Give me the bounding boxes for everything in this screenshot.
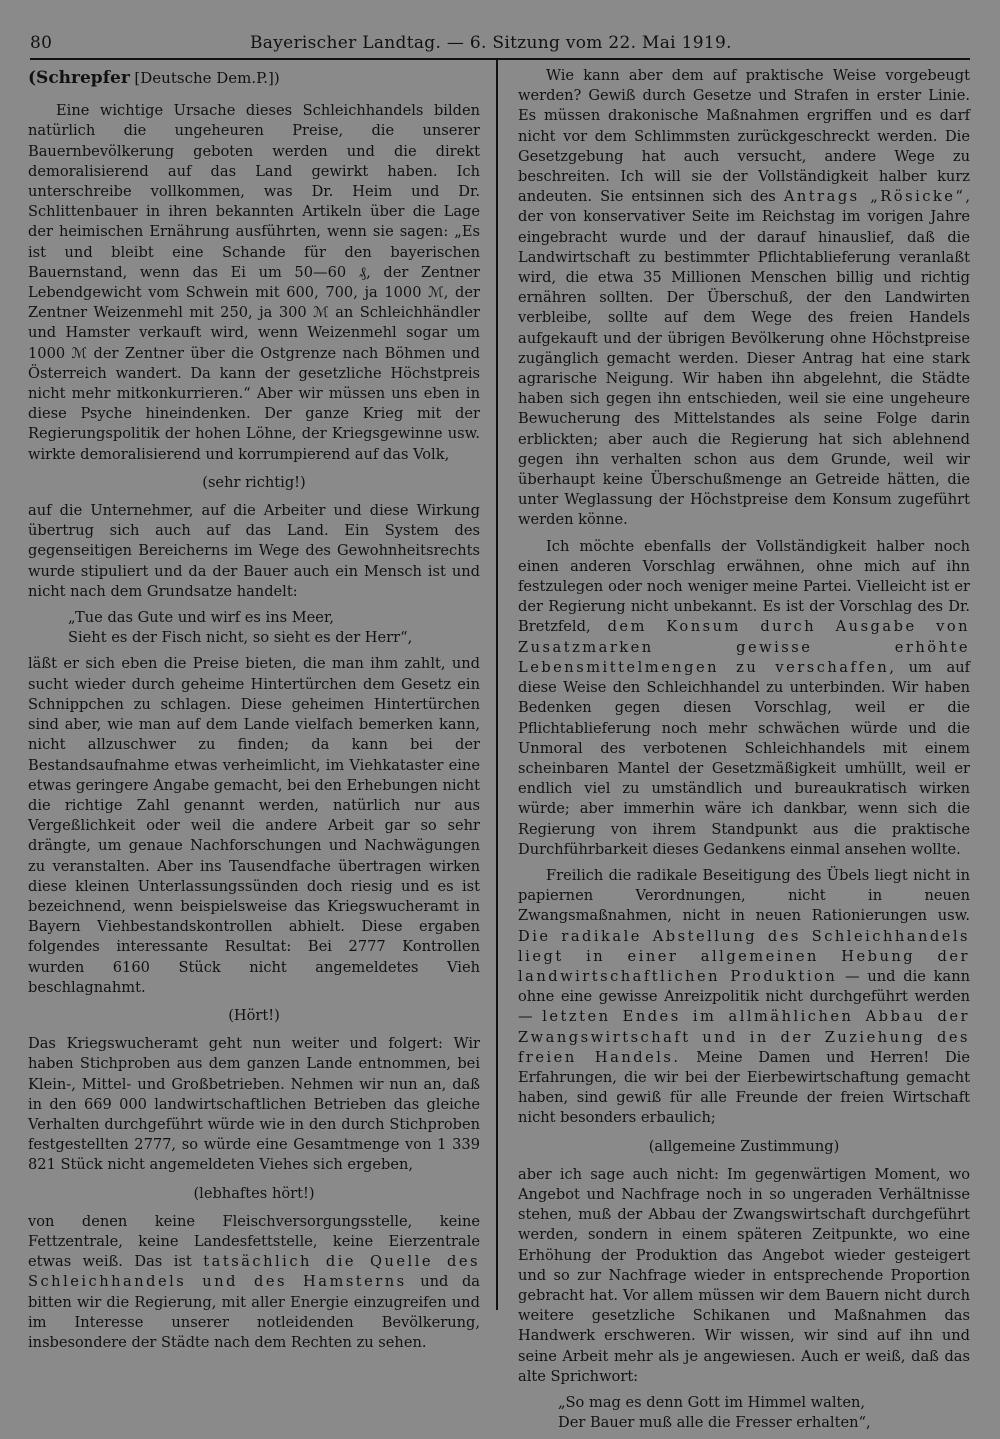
header-rule bbox=[30, 58, 970, 60]
running-title: Bayerischer Landtag. — 6. Sitzung vom 22. Mai 1919. bbox=[250, 33, 732, 53]
text-run: Freilich die radikale Beseitigung des Übels liegt nicht in papiernen Verordnungen, nicht in neuen Zwangsmaßnahmen, nicht in neuen Rationierungen usw. bbox=[518, 866, 970, 925]
paragraph bbox=[518, 537, 970, 860]
right-column bbox=[518, 66, 970, 1439]
verse-line: „Tue das Gute und wirf es ins Meer, bbox=[68, 609, 334, 627]
text-run: , um auf diese Weise den Schleichhandel zu unterbinden. Wir haben Bedenken gegen diesen Vorschlag, weil er die Pflichtablieferung noch mehr schwächen würde und die Unmoral des verbotenen Schleichhandels mit einem scheinbaren Mantel der Gesetzmäßigkeit umhüllt, weil er endlich viel zu umständlich und bureaukratisch wirken würde; aber immerhin wäre ich dankbar, wenn sich die Regierung von ihrem Standpunkt aus die praktische Durchführbarkeit dieses Gedankens einmal ansehen wollte. bbox=[518, 658, 970, 858]
paragraph: Eine wichtige Ursache dieses Schleichhandels bilden natürlich die ungeheuren Preise, die unserer Bauernbevölkerung geboten werden und die direkt demoralisierend auf das Land gewirkt haben. Ich unterschreibe vollkommen, was Dr. Heim und Dr. Schlittenbauer in ihren bekannten Artikeln über die Lage der heimischen Ernährung ausführten, wenn sie sagen: „Es ist und bleibt eine Schande für den bayerischen Bauernstand, wenn das Ei um 50—60 ₰, der Zentner Lebendgewicht vom Schwein mit 600, 700, ja 1000 ℳ, der Zentner Weizenmehl mit 250, ja 300 ℳ an Schleichhändler und Hamster verkauft wird, wenn Weizenmehl sogar um 1000 ℳ der Zentner über die Ostgrenze nach Böhmen und Österreich wandert. Da kann der gesetzliche Höchstpreis nicht mehr mitkonkurrieren.“ Aber wir müssen uns eben in diese Psyche hineindenken. Der ganze Krieg mit der Regierungspolitik der hohen Löhne, der Kriegsgewinne usw. wirkte demoralisierend und korrumpierend auf das Volk, bbox=[28, 102, 480, 463]
interjection: (Hört!) bbox=[228, 1006, 280, 1024]
text-run: — und die kann ohne eine gewisse Anreizpolitik nicht durchgeführt werden — bbox=[518, 967, 970, 1026]
text-run: , der von konservativer Seite im Reichstag im vorigen Jahre eingebracht wurde und der darauf hinauslief, daß die Landwirtschaft zu bestimmter Pflichtablieferung veranlaßt wird, die etwa 35 Millionen Menschen billig und richtig ernähren sollten. Der Überschuß, der den Landwirten verbleibe, sollte auf dem Wege des freien Handels aufgekauft und der übrigen Bevölkerung ohne Höchstpreise zugänglich gemacht werden. Dieser Antrag hat eine stark agrarische Neigung. Wir haben ihn abgelehnt, die Städte haben sich gegen ihn entschieden, weil sie eine ungeheure Bewucherung des Mittelstandes als seine Folge darin erblickten; aber auch die Regierung hat sich ablehnend gegen ihn verhalten schon aus dem Grunde, weil wir überhaupt keine Überschußmenge an Getreide hätten, die unter Weglassung der Höchstpreise dem Konsum zugeführt werden könne. bbox=[518, 188, 970, 529]
emphasized-text: dem Konsum durch Ausgabe von Zusatzmarken gewisse erhöhte Lebensmittelmengen zu verschaffen bbox=[518, 618, 971, 676]
paragraph bbox=[518, 866, 970, 1129]
text-run: Wie kann aber dem auf praktische Weise vorgebeugt werden? Gewiß durch Gesetze und Strafen in erster Linie. Es müssen drakonische Maßnahmen ergriffen und es darf nicht vor dem Schlimmsten zurückgeschreckt werden. Die Gesetzgebung hat auch versucht, andere Wege zu beschreiten. Ich will sie der Vollständigkeit halber kurz andeuten. Sie entsinnen sich des bbox=[518, 67, 970, 206]
emphasized-text: tatsächlich die Quelle des Schleichhandels und des Hamsterns bbox=[28, 1253, 480, 1291]
verse-quote bbox=[68, 608, 480, 648]
text-run: Meine Damen und Herren! Die Erfahrungen, die wir bei der Eierbewirtschaftung gemacht haben, sind gewiß für alle Freunde der freien Wirtschaft nicht besonders erbaulich; bbox=[518, 1048, 970, 1127]
verse-line: Der Bauer muß alle die Fresser erhalten“, bbox=[558, 1414, 871, 1432]
verse-quote bbox=[558, 1393, 970, 1433]
verse-line: „So mag es denn Gott im Himmel walten, bbox=[558, 1394, 866, 1411]
verse-line: Sieht es der Fisch nicht, so sieht es der Herr“, bbox=[68, 629, 413, 647]
emphasized-text: letzten Endes im allmählichen Abbau der Zwangswirtschaft und in der Zuziehung des freien Handels. bbox=[518, 1008, 970, 1066]
interjection: (lebhaftes hört!) bbox=[193, 1184, 315, 1202]
emphasized-text: Die radikale Abstellung des Schleichhandels liegt in einer allgemeinen Hebung der landwirtschaftlichen Produktion bbox=[518, 927, 970, 985]
text-run: von denen keine Fleischversorgungsstelle, keine Fettzentrale, keine Landesfettstelle, keine Eierzentrale etwas weiß. Das ist bbox=[28, 1212, 480, 1271]
paragraph: auf die Unternehmer, auf die Arbeiter und diese Wirkung übertrug sich auch auf das Land. Ein System des gegenseitigen Bereicherns im Wege des Gewohnheitsrechts wurde stipuliert und da der Bauer auch ein Mensch ist und nicht nach dem Grundsatze handelt: bbox=[28, 502, 480, 600]
paragraph bbox=[518, 66, 970, 531]
speaker-party: [Deutsche Dem.P.]) bbox=[134, 69, 280, 87]
interjection: (sehr richtig!) bbox=[202, 473, 306, 491]
left-column bbox=[28, 66, 480, 1353]
column-divider bbox=[496, 60, 498, 1310]
interjection: (allgemeine Zustimmung) bbox=[648, 1137, 840, 1155]
page-number: 80 bbox=[30, 33, 53, 53]
text-run: und da bitten wir die Regierung, mit aller Energie einzugreifen und im Interesse unserer notleidenden Bevölkerung, insbesondere der Städte nach dem Rechten zu sehen. bbox=[28, 1273, 480, 1351]
paragraph: Das Kriegswucheramt geht nun weiter und folgert: Wir haben Stichproben aus dem ganzen Lande entnommen, bei Klein-, Mittel- und Großbetrieben. Nehmen wir nun an, daß in den 669 000 landwirtschaftlichen Betrieben das gleiche Verhalten durchgeführt würde wie in den durch Stichproben festgestellten 2777, so würde eine Gesamtmenge von 1 339 821 Stück nicht angemeldeten Viehes sich ergeben, bbox=[28, 1035, 480, 1174]
paragraph bbox=[28, 1212, 480, 1353]
speaker-line bbox=[28, 68, 480, 89]
speaker-name: (Schrepfer bbox=[28, 68, 130, 88]
emphasized-text: Antrags „Rösicke“ bbox=[783, 188, 966, 206]
page-header bbox=[30, 33, 960, 57]
text-run: Ich möchte ebenfalls der Vollständigkeit halber noch einen anderen Vorschlag erwähnen, ohne mich auf ihn festzulegen oder noch weniger meine Partei. Vielleicht ist er der Regierung nicht unbekannt. Es ist der Vorschlag des Dr. Bretzfeld, bbox=[518, 537, 970, 636]
paragraph: läßt er sich eben die Preise bieten, die man ihm zahlt, und sucht wieder durch geheime Hintertürchen dem Gesetz ein Schnippchen zu schlagen. Diese geheimen Hintertürchen sind aber, wie man auf dem Lande vielfach bemerken kann, nicht allzuschwer zu finden; da kann bei der Bestandsaufnahme etwas verheimlicht, im Viehkataster eine etwas geringere Angabe gemacht, bei den Erhebungen nicht die richtige Zahl genannt werden, natürlich nur aus Vergeßlichkeit oder weil die andere Arbeit gar so sehr drängte, um genaue Nachforschungen und Nachwägungen zu veranstalten. Aber ins Tausendfache übertragen wirken diese kleinen Unterlassungssünden doch riesig und es ist bezeichnend, wenn beispielsweise das Kriegswucheramt in Bayern Viehbestandskontrollen abhielt. Diese ergaben folgendes interessante Resultat: Bei 2777 Kontrollen wurden 6160 Stück nicht angemeldetes Vieh beschlagnahmt. bbox=[28, 655, 480, 996]
paragraph: aber ich sage auch nicht: Im gegenwärtigen Moment, wo Angebot und Nachfrage noch in so ungeraden Verhältnisse stehen, muß der Abbau der Zwangswirtschaft durchgeführt werden, sondern in einem späteren Zeitpunkte, wo eine Erhöhung der Produktion das Angebot wieder gesteigert und so zur Nachfrage wieder in entsprechende Proportion gebracht hat. Vor allem müssen wir dem Bauern nicht durch weitere gesetzliche Schikanen und Maßnahmen das Handwerk erschweren. Wir wissen, wir sind auf ihn und seine Arbeit mehr als je angewiesen. Auch er weiß, daß das alte Sprichwort: bbox=[518, 1165, 970, 1385]
